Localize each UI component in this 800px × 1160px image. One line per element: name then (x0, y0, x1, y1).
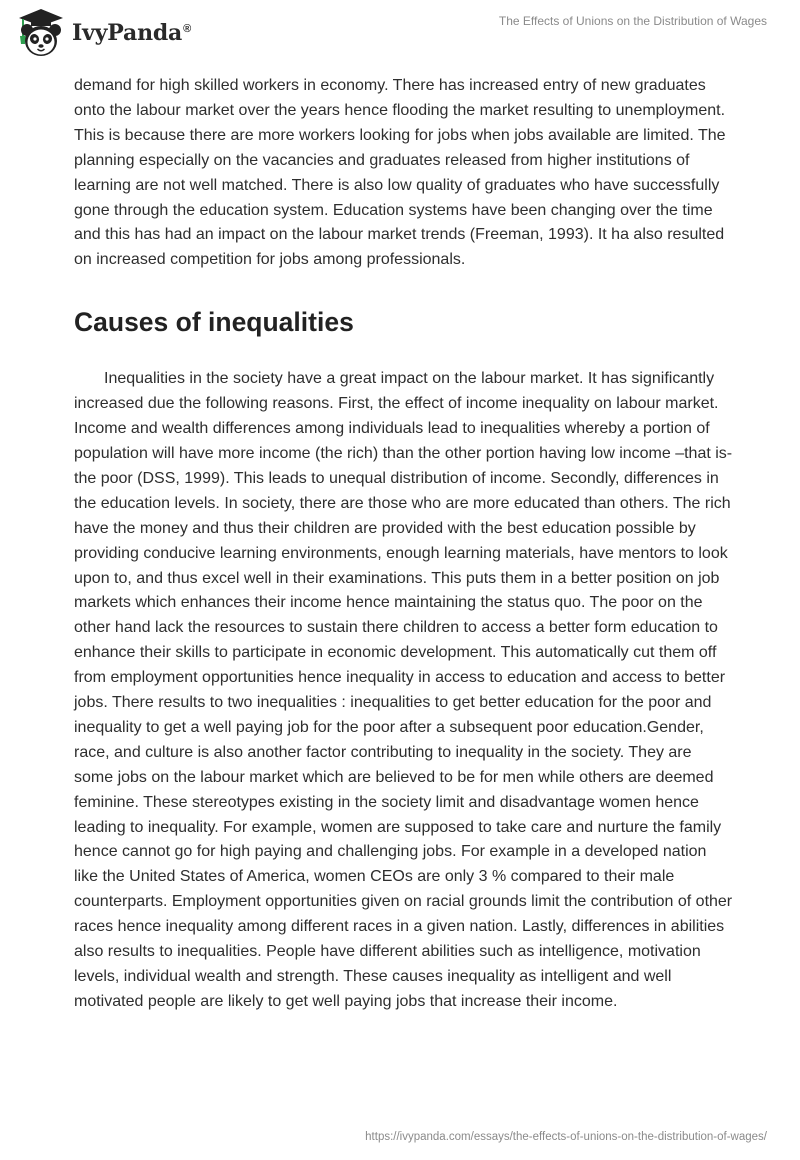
section-heading: Causes of inequalities (74, 307, 354, 338)
source-url-link[interactable]: https://ivypanda.com/essays/the-effects-of-unions-on-the-distribution-of-wages/ (365, 1131, 767, 1143)
intro-paragraph: demand for high skilled workers in economy. There has increased entry of new graduates onto the labour market over the years hence flooding the market resulting to unemployment. This is because there are more workers looking for jobs when jobs available are limited. The planning especially on the vacancies and graduates released from higher institutions of learning are not well matched. There is also low quality of graduates who have successfully gone through the education system. Education systems have been changing over the time and this has had an impact on the labour market trends (Freeman, 1993). It ha also resulted on increased competition for jobs among professionals. (74, 77, 726, 269)
document-title: The Effects of Unions on the Distribution of Wages (498, 14, 767, 28)
logo-wordmark: IvyPanda® (72, 20, 192, 46)
section-paragraph: Inequalities in the society have a great impact on the labour market. It has significantly increased due the following reasons. First, the effect of income inequality on labour market. Income and wealth differences among individuals lead to inequalities whereby a portion of population will have more income (the rich) than the other portion having low income –that is-the poor (DSS, 1999). This leads to unequal distribution of income. Secondly, differences in the education levels. In society, there are those who are more educated than others. The rich have the money and thus their children are provided with the best education possible by providing conducive learning environments, enough learning materials, have mentors to look upon to, and thus excel well in their examinations. This puts them in a better position on job markets which enhances their income hence maintaining the status quo. The poor on the other hand lack the resources to sustain there children to access a better form education to enhance their skills to participate in economic development. This automatically cut them off from employment opportunities hence inequality in access to education and access to better jobs. There results to two inequalities : inequalities to get better education for the poor and inequality to get a well paying job for the poor after a subsequent poor education.Gender, race, and culture is also another factor contributing to inequality in the society. They are some jobs on the labour market which are believed to be for men while others are deemed feminine. These stereotypes existing in the society limit and disadvantage women hence leading to inequality. For example, women are supposed to take care and nurture the family hence cannot go for high paying and challenging jobs. For example in a developed nation like the United States of America, women CEOs are only 3 % compared to their male counterparts. Employment opportunities given on racial grounds limit the contribution of other races hence inequality among different races in a given nation. Lastly, differences in abilities also results to inequalities. People have different abilities such as intelligence, motivation levels, individual wealth and strength. These causes inequality as intelligent and well motivated people are likely to get well paying jobs that increase their income. (74, 370, 733, 1010)
essay-content (74, 74, 734, 1015)
ivypanda-logo[interactable] (14, 6, 191, 60)
panda-graduate-icon (14, 6, 68, 60)
page-header (0, 0, 800, 66)
